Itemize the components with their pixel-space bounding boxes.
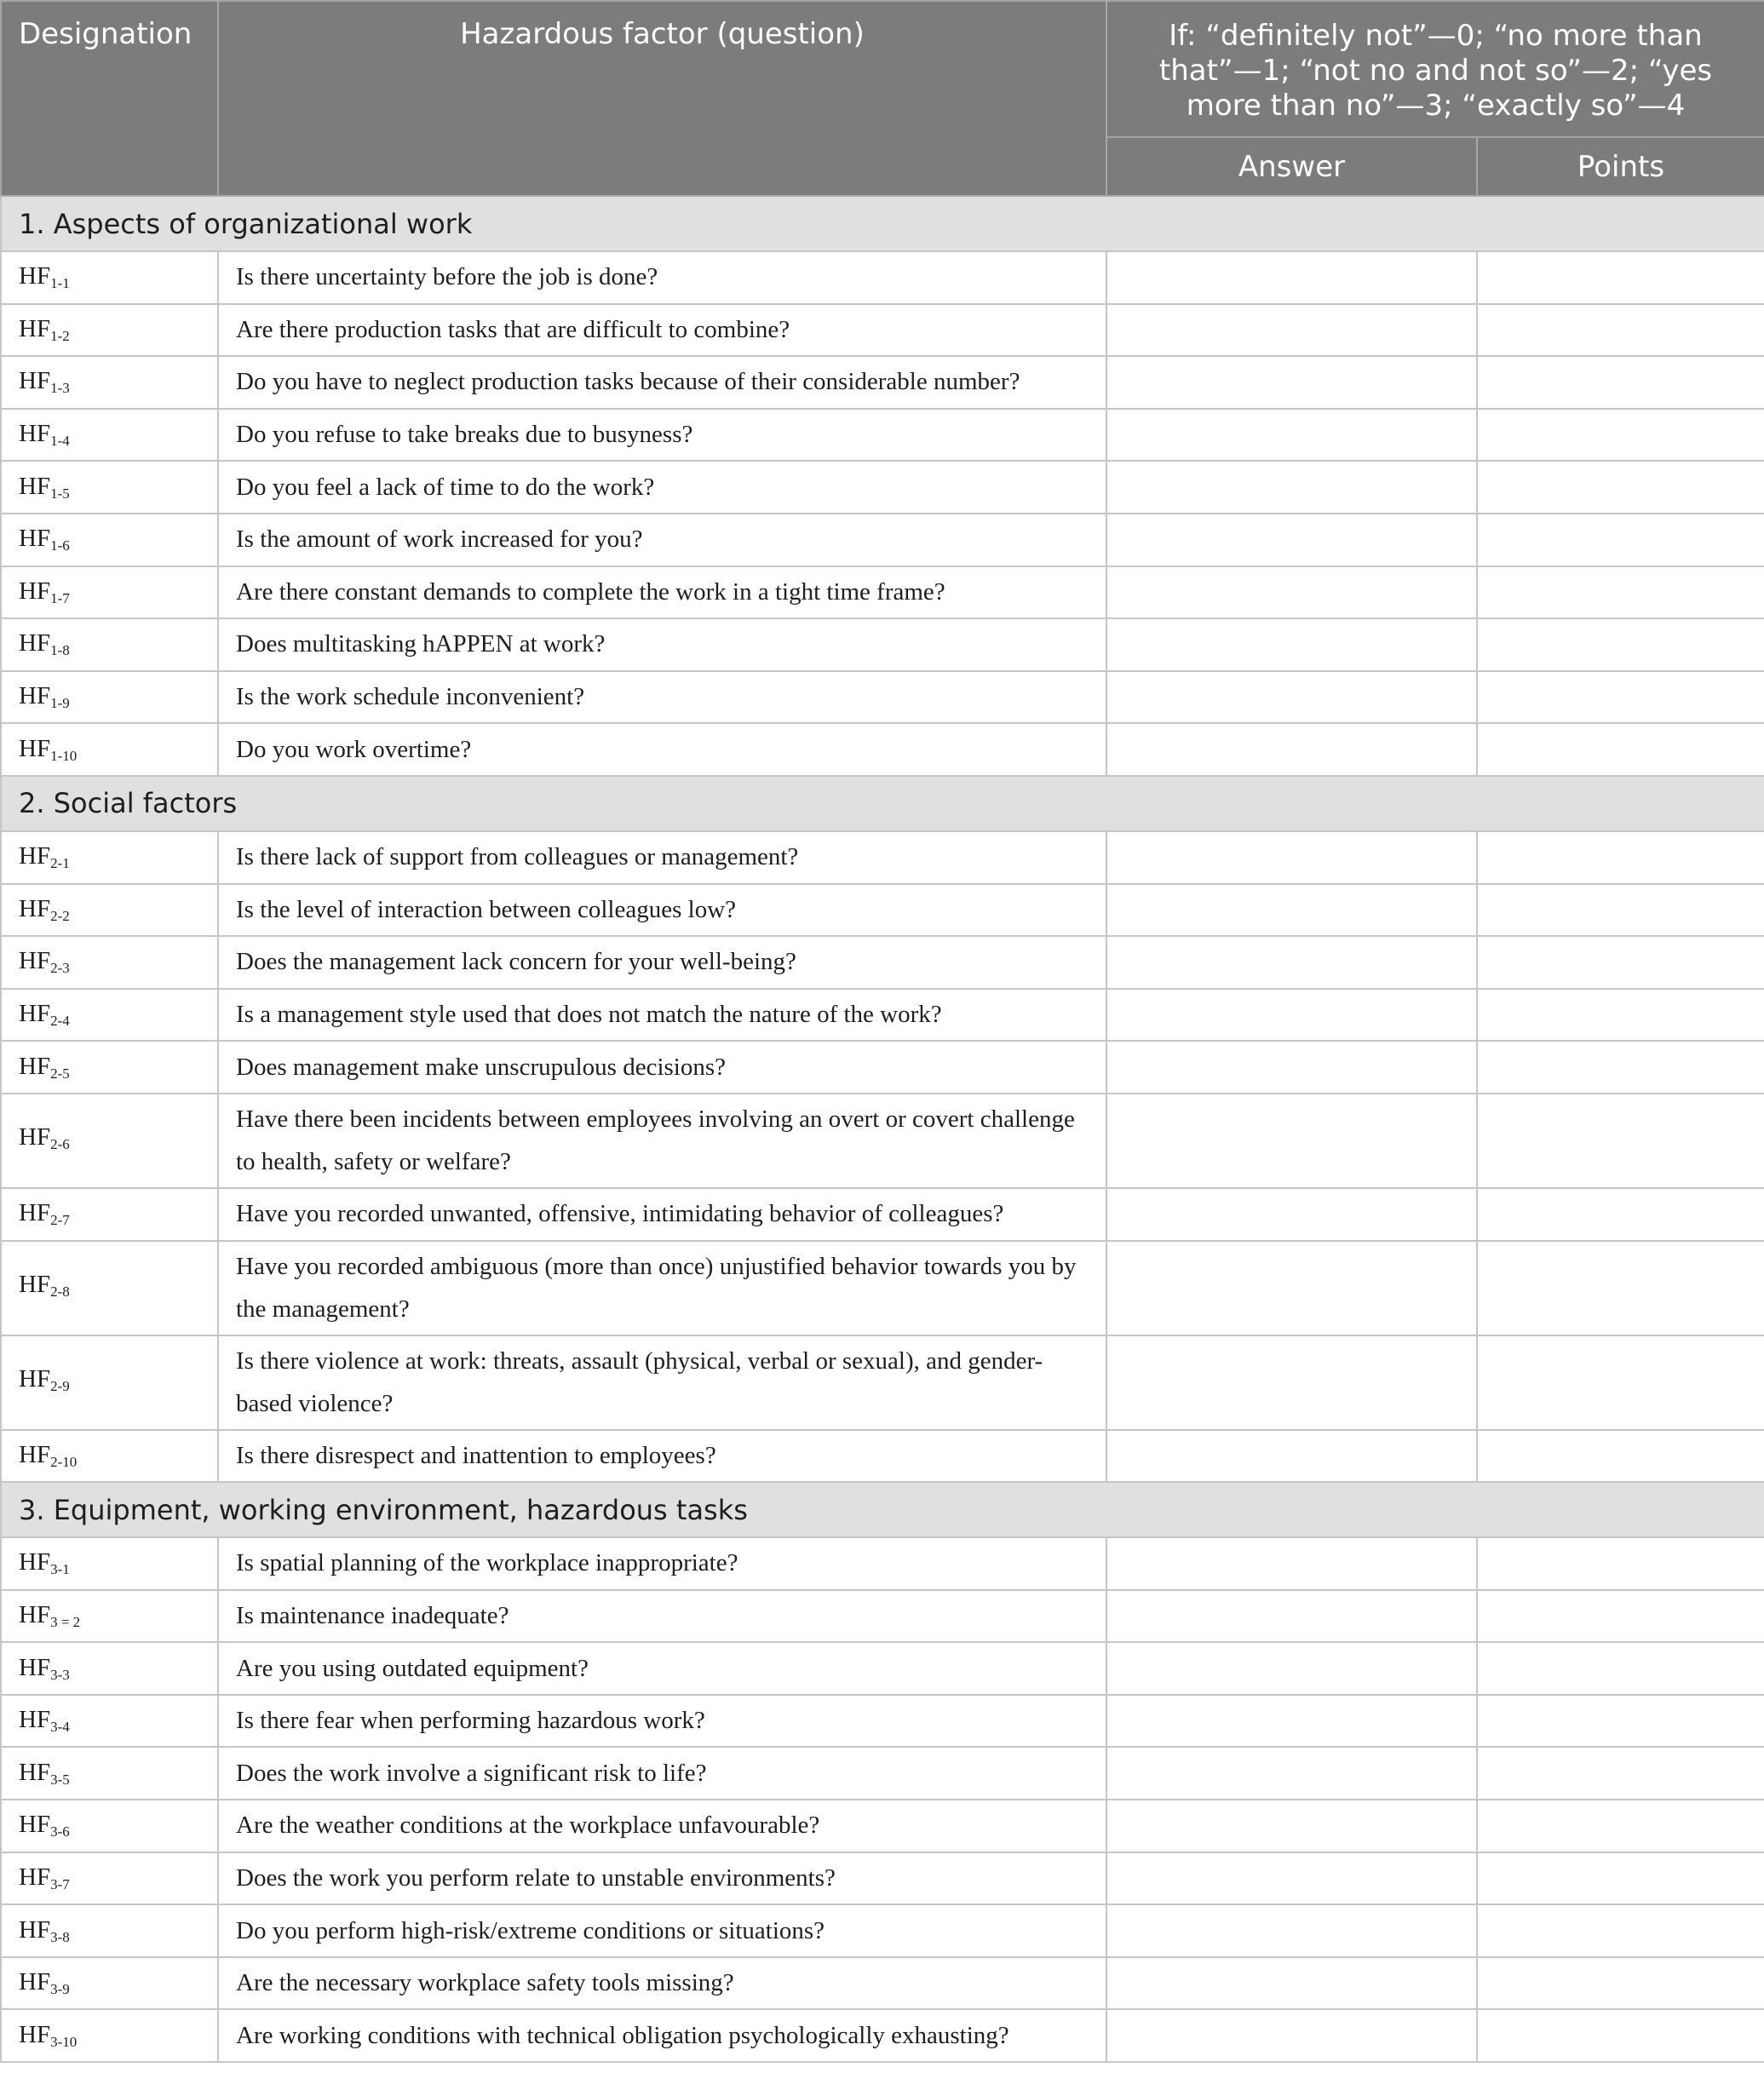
table-row — [1, 1695, 1764, 1748]
designation-cell — [1, 989, 218, 1042]
points-cell[interactable] — [1477, 566, 1764, 619]
points-cell[interactable] — [1477, 1188, 1764, 1241]
designation-prefix: HF — [19, 2020, 51, 2048]
answer-cell[interactable] — [1106, 884, 1477, 937]
designation-subscript: 2-3 — [50, 960, 70, 977]
designation-subscript: 2-1 — [50, 855, 70, 872]
designation-prefix: HF — [19, 1863, 51, 1891]
question-cell: Are working conditions with technical obligation psychologically exhausting? — [218, 2009, 1106, 2062]
answer-cell[interactable] — [1106, 1957, 1477, 2010]
answer-cell[interactable] — [1106, 409, 1477, 462]
designation-cell — [1, 671, 218, 724]
question-cell: Do you perform high-risk/extreme conditions or situations? — [218, 1904, 1106, 1957]
designation-cell — [1, 514, 218, 566]
designation-prefix: HF — [19, 1653, 51, 1681]
question-cell: Are there production tasks that are difficult to combine? — [218, 304, 1106, 357]
question-cell: Is there uncertainty before the job is done? — [218, 251, 1106, 304]
points-cell[interactable] — [1477, 1800, 1764, 1852]
points-cell[interactable] — [1477, 618, 1764, 671]
designation-cell — [1, 936, 218, 989]
designation-cell — [1, 1335, 218, 1430]
designation-subscript: 2-7 — [50, 1212, 70, 1229]
question-cell: Have there been incidents between employees involving an overt or covert challenge to health, safety or welfare? — [218, 1094, 1106, 1188]
designation-prefix: HF — [19, 1915, 51, 1944]
answer-cell[interactable] — [1106, 251, 1477, 304]
points-header: Points — [1477, 137, 1764, 196]
designation-subscript: 1-1 — [50, 275, 70, 292]
answer-cell[interactable] — [1106, 671, 1477, 724]
points-cell[interactable] — [1477, 1537, 1764, 1590]
answer-cell[interactable] — [1106, 1695, 1477, 1748]
points-cell[interactable] — [1477, 671, 1764, 724]
table-row — [1, 831, 1764, 884]
points-cell[interactable] — [1477, 1041, 1764, 1094]
designation-subscript: 3-4 — [50, 1719, 70, 1736]
designation-subscript: 1-3 — [50, 380, 70, 397]
designation-cell — [1, 1590, 218, 1643]
table-body — [1, 196, 1764, 2062]
designation-subscript: 1-4 — [50, 433, 70, 450]
designation-header: Designation — [1, 1, 218, 196]
answer-cell[interactable] — [1106, 989, 1477, 1042]
designation-prefix: HF — [19, 525, 51, 553]
points-cell[interactable] — [1477, 1695, 1764, 1748]
question-header: Hazardous factor (question) — [218, 1, 1106, 196]
designation-subscript: 3-5 — [50, 1771, 70, 1788]
designation-subscript: 2-8 — [50, 1283, 70, 1300]
section-title: 3. Equipment, working environment, hazardous tasks — [1, 1482, 1764, 1537]
question-cell: Is there disrespect and inattention to employees? — [218, 1430, 1106, 1483]
designation-subscript: 1-8 — [50, 642, 70, 659]
question-cell: Does the management lack concern for your well-being? — [218, 936, 1106, 989]
question-cell: Is the work schedule inconvenient? — [218, 671, 1106, 724]
designation-cell — [1, 723, 218, 776]
table-row — [1, 1188, 1764, 1241]
designation-prefix: HF — [19, 682, 51, 710]
designation-cell — [1, 1241, 218, 1335]
points-cell[interactable] — [1477, 1904, 1764, 1957]
points-cell[interactable] — [1477, 356, 1764, 409]
points-cell[interactable] — [1477, 514, 1764, 566]
points-cell[interactable] — [1477, 1094, 1764, 1188]
answer-cell[interactable] — [1106, 618, 1477, 671]
question-cell: Is the amount of work increased for you? — [218, 514, 1106, 566]
designation-prefix: HF — [19, 314, 51, 342]
answer-cell[interactable] — [1106, 1800, 1477, 1852]
points-cell[interactable] — [1477, 304, 1764, 357]
designation-prefix: HF — [19, 734, 51, 762]
points-cell[interactable] — [1477, 723, 1764, 776]
designation-cell — [1, 884, 218, 937]
table-row — [1, 1747, 1764, 1800]
designation-subscript: 1-7 — [50, 589, 70, 606]
question-cell: Does management make unscrupulous decisions? — [218, 1041, 1106, 1094]
table-row — [1, 461, 1764, 514]
question-cell: Do you refuse to take breaks due to busyness? — [218, 409, 1106, 462]
designation-cell — [1, 1852, 218, 1905]
designation-prefix: HF — [19, 1270, 51, 1298]
designation-cell — [1, 1957, 218, 2010]
question-cell: Do you work overtime? — [218, 723, 1106, 776]
designation-subscript: 2-10 — [50, 1453, 78, 1470]
answer-cell[interactable] — [1106, 1642, 1477, 1695]
designation-cell — [1, 1747, 218, 1800]
section-title: 2. Social factors — [1, 776, 1764, 831]
question-cell: Is there violence at work: threats, assault (physical, verbal or sexual), and gender-based violence? — [218, 1335, 1106, 1430]
table-row — [1, 884, 1764, 937]
points-cell[interactable] — [1477, 1852, 1764, 1905]
designation-prefix: HF — [19, 472, 51, 500]
designation-prefix: HF — [19, 1000, 51, 1028]
designation-prefix: HF — [19, 629, 51, 658]
designation-cell — [1, 1695, 218, 1748]
question-cell: Is there lack of support from colleagues or management? — [218, 831, 1106, 884]
designation-subscript: 2-4 — [50, 1013, 70, 1030]
points-cell[interactable] — [1477, 1335, 1764, 1430]
answer-cell[interactable] — [1106, 1041, 1477, 1094]
points-cell[interactable] — [1477, 989, 1764, 1042]
designation-prefix: HF — [19, 577, 51, 605]
table-row — [1, 989, 1764, 1042]
designation-prefix: HF — [19, 1364, 51, 1393]
designation-cell — [1, 2009, 218, 2062]
answer-cell[interactable] — [1106, 356, 1477, 409]
question-cell: Is maintenance inadequate? — [218, 1590, 1106, 1643]
designation-prefix: HF — [19, 367, 51, 395]
designation-prefix: HF — [19, 1052, 51, 1080]
table-row — [1, 1241, 1764, 1335]
designation-subscript: 3-7 — [50, 1875, 70, 1892]
points-cell[interactable] — [1477, 1241, 1764, 1335]
answer-cell[interactable] — [1106, 1537, 1477, 1590]
question-cell: Have you recorded unwanted, offensive, intimidating behavior of colleagues? — [218, 1188, 1106, 1241]
question-cell: Have you recorded ambiguous (more than once) unjustified behavior towards you by the management? — [218, 1241, 1106, 1335]
question-cell: Do you have to neglect production tasks because of their considerable number? — [218, 356, 1106, 409]
designation-prefix: HF — [19, 1123, 51, 1151]
section-row — [1, 776, 1764, 831]
question-cell: Is spatial planning of the workplace inappropriate? — [218, 1537, 1106, 1590]
points-cell[interactable] — [1477, 1642, 1764, 1695]
designation-subscript: 3-8 — [50, 1928, 70, 1945]
table-row — [1, 409, 1764, 462]
points-cell[interactable] — [1477, 884, 1764, 937]
table-row — [1, 1094, 1764, 1188]
designation-cell — [1, 356, 218, 409]
table-row — [1, 356, 1764, 409]
points-cell[interactable] — [1477, 1590, 1764, 1643]
answer-cell[interactable] — [1106, 514, 1477, 566]
table-row — [1, 723, 1764, 776]
points-cell[interactable] — [1477, 461, 1764, 514]
designation-prefix: HF — [19, 1968, 51, 1996]
points-cell[interactable] — [1477, 936, 1764, 989]
table-row — [1, 1590, 1764, 1643]
question-cell: Does the work you perform relate to unstable environments? — [218, 1852, 1106, 1905]
designation-cell — [1, 1041, 218, 1094]
designation-prefix: HF — [19, 1758, 51, 1786]
question-cell: Does the work involve a significant risk to life? — [218, 1747, 1106, 1800]
designation-cell — [1, 1642, 218, 1695]
table-row — [1, 1041, 1764, 1094]
designation-cell — [1, 1188, 218, 1241]
answer-cell[interactable] — [1106, 1747, 1477, 1800]
answer-cell[interactable] — [1106, 936, 1477, 989]
answer-cell[interactable] — [1106, 831, 1477, 884]
table-row — [1, 251, 1764, 304]
answer-cell[interactable] — [1106, 1590, 1477, 1643]
question-cell: Are there constant demands to complete the work in a tight time frame? — [218, 566, 1106, 619]
answer-cell[interactable] — [1106, 2009, 1477, 2062]
question-cell: Are the weather conditions at the workplace unfavourable? — [218, 1800, 1106, 1852]
designation-cell — [1, 831, 218, 884]
designation-subscript: 2-2 — [50, 907, 70, 924]
designation-subscript: 1-6 — [50, 537, 70, 554]
designation-cell — [1, 618, 218, 671]
designation-subscript: 3 = 2 — [50, 1613, 81, 1630]
table-row — [1, 514, 1764, 566]
designation-subscript: 2-9 — [50, 1377, 70, 1394]
table-row — [1, 1430, 1764, 1483]
points-cell[interactable] — [1477, 1430, 1764, 1483]
question-cell: Do you feel a lack of time to do the work? — [218, 461, 1106, 514]
points-cell[interactable] — [1477, 1957, 1764, 2010]
question-cell: Are the necessary workplace safety tools missing? — [218, 1957, 1106, 2010]
section-row — [1, 196, 1764, 251]
designation-prefix: HF — [19, 947, 51, 975]
table-row — [1, 936, 1764, 989]
table-row — [1, 1852, 1764, 1905]
answer-cell[interactable] — [1106, 1335, 1477, 1430]
designation-cell — [1, 566, 218, 619]
designation-subscript: 2-5 — [50, 1065, 70, 1082]
points-cell[interactable] — [1477, 1747, 1764, 1800]
answer-cell[interactable] — [1106, 723, 1477, 776]
table-row — [1, 566, 1764, 619]
designation-subscript: 3-10 — [50, 2033, 78, 2050]
points-cell[interactable] — [1477, 409, 1764, 462]
designation-cell — [1, 1800, 218, 1852]
answer-cell[interactable] — [1106, 1430, 1477, 1483]
answer-cell[interactable] — [1106, 1094, 1477, 1188]
table-row — [1, 1642, 1764, 1695]
question-cell: Is the level of interaction between colleagues low? — [218, 884, 1106, 937]
table-row — [1, 1957, 1764, 2010]
designation-prefix: HF — [19, 420, 51, 448]
question-cell: Are you using outdated equipment? — [218, 1642, 1106, 1695]
designation-prefix: HF — [19, 1811, 51, 1839]
designation-prefix: HF — [19, 842, 51, 870]
designation-cell — [1, 251, 218, 304]
designation-prefix: HF — [19, 1706, 51, 1734]
table-row — [1, 671, 1764, 724]
table-row — [1, 1800, 1764, 1852]
answer-header: Answer — [1106, 137, 1477, 196]
table-row — [1, 1537, 1764, 1590]
designation-subscript: 3-9 — [50, 1981, 70, 1998]
answer-cell[interactable] — [1106, 1241, 1477, 1335]
designation-cell — [1, 1904, 218, 1957]
designation-cell — [1, 1430, 218, 1483]
points-cell[interactable] — [1477, 2009, 1764, 2062]
table-row — [1, 304, 1764, 357]
answer-cell[interactable] — [1106, 1904, 1477, 1957]
table-header — [1, 1, 1764, 196]
scale-header: If: “definitely not”—0; “no more than that”—1; “not no and not so”—2; “yes more than no”—3; “exactly so”—4 — [1106, 1, 1764, 137]
designation-subscript: 3-6 — [50, 1823, 70, 1840]
designation-prefix: HF — [19, 262, 51, 290]
designation-subscript: 1-2 — [50, 327, 70, 344]
designation-prefix: HF — [19, 1600, 51, 1628]
question-cell: Is a management style used that does not match the nature of the work? — [218, 989, 1106, 1042]
designation-prefix: HF — [19, 1440, 51, 1468]
table-row — [1, 1904, 1764, 1957]
designation-subscript: 3-3 — [50, 1666, 70, 1683]
points-cell[interactable] — [1477, 251, 1764, 304]
designation-cell — [1, 409, 218, 462]
answer-cell[interactable] — [1106, 1188, 1477, 1241]
question-cell: Is there fear when performing hazardous work? — [218, 1695, 1106, 1748]
designation-subscript: 1-5 — [50, 485, 70, 502]
designation-cell — [1, 461, 218, 514]
section-title: 1. Aspects of organizational work — [1, 196, 1764, 251]
table-row — [1, 2009, 1764, 2062]
designation-prefix: HF — [19, 1199, 51, 1227]
designation-subscript: 3-1 — [50, 1561, 70, 1578]
table-row — [1, 1335, 1764, 1430]
designation-cell — [1, 1537, 218, 1590]
designation-subscript: 1-9 — [50, 695, 70, 712]
question-cell: Does multitasking hAPPEN at work? — [218, 618, 1106, 671]
section-row — [1, 1482, 1764, 1537]
answer-cell[interactable] — [1106, 304, 1477, 357]
answer-cell[interactable] — [1106, 566, 1477, 619]
designation-prefix: HF — [19, 894, 51, 922]
table-row — [1, 618, 1764, 671]
designation-cell — [1, 1094, 218, 1188]
answer-cell[interactable] — [1106, 461, 1477, 514]
designation-subscript: 2-6 — [50, 1135, 70, 1152]
designation-prefix: HF — [19, 1548, 51, 1576]
answer-cell[interactable] — [1106, 1852, 1477, 1905]
designation-cell — [1, 304, 218, 357]
designation-subscript: 1-10 — [50, 747, 78, 764]
points-cell[interactable] — [1477, 831, 1764, 884]
